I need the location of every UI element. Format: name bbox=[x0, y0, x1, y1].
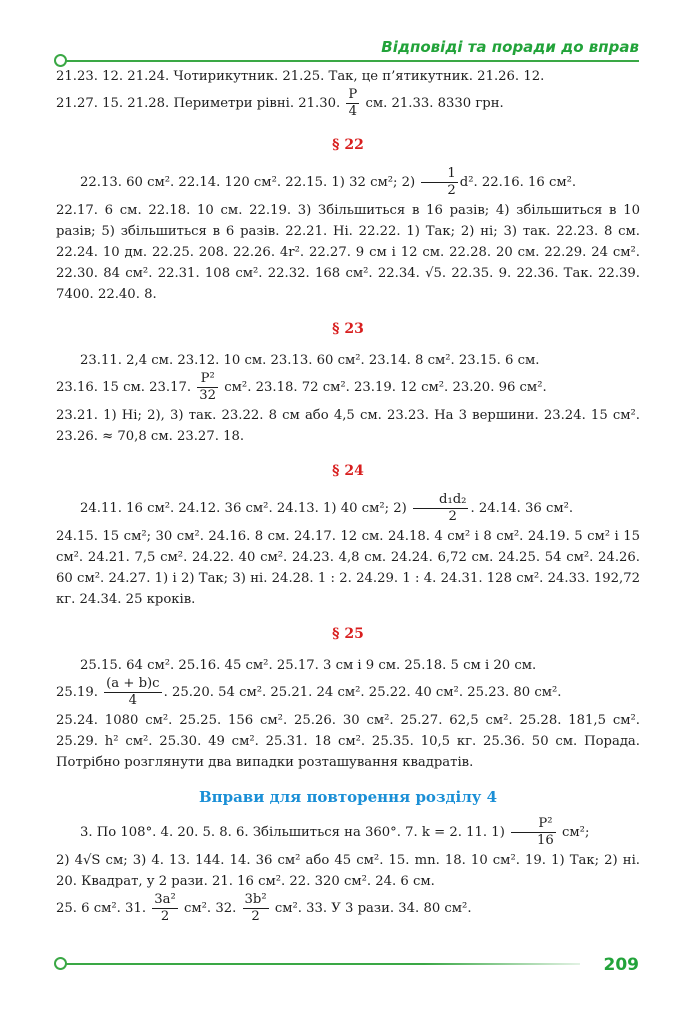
footer-rule bbox=[60, 963, 580, 965]
s22-text-b: d². 22.16. 16 см². bbox=[459, 175, 577, 190]
review-line-1 bbox=[56, 816, 640, 850]
s23-body: 23.21. 1) Ні; 2), 3) так. 23.22. 8 см або 4,5 см. 23.23. На 3 вершини. 23.24. 15 см². 23.26. ≈ 70,8 см. 23.27. 18. bbox=[56, 408, 640, 444]
fraction-numerator: 3b² bbox=[244, 892, 267, 907]
review-line-3 bbox=[56, 892, 640, 926]
fraction-denominator: 2 bbox=[251, 909, 260, 924]
s24-line-1 bbox=[56, 492, 640, 526]
fraction-numerator: d₁d₂ bbox=[413, 492, 468, 509]
fraction-denominator: 4 bbox=[348, 104, 358, 119]
fraction-numerator: P bbox=[348, 87, 358, 102]
s23-text-b: см². 23.18. 72 см². 23.19. 12 см². 23.20. 96 см². bbox=[224, 380, 547, 395]
header-title: Відповіді та поради до вправ bbox=[381, 38, 639, 56]
fraction-denominator: 2 bbox=[448, 509, 457, 524]
s25-text-a: 25.19. bbox=[56, 685, 98, 700]
review-heading: Вправи для повторення розділу 4 bbox=[198, 788, 498, 806]
s24-body: 24.15. 15 см²; 30 см². 24.16. 8 см. 24.17. 12 см. 24.18. 4 см² і 8 см². 24.19. 5 см² і 15 см². 24.21. 7,5 см². 24.22. 40 см². 24.23. 4,8 см. 24.24. 6,72 см. 24.25. 54 см². 24.26. 60 см². 24.27. 1) і 2) Так; 3) ні. 24.28. 1 : 2. 24.29. 1 : 4. 24.31. 128 см². 24.33. 192,72 кг. 24.34. 25 кроків. bbox=[56, 529, 640, 607]
intro-line-2 bbox=[56, 87, 640, 121]
fraction-denominator: 2 bbox=[447, 183, 456, 198]
fraction-denominator: 16 bbox=[537, 833, 554, 848]
s24-fraction bbox=[413, 492, 468, 525]
s22-body: 22.17. 6 см. 22.18. 10 см. 22.19. 3) Збільшиться в 16 разів; 4) збільшиться в 10 разів; 5) збільшиться в 6 разів. 22.21. Ні. 22.22. 1) Так; 2) ні; 3) так. 22.23. 8 см. 22.24. 10 дм. 22.25. 208. 22.26. 4r². 22.27. 9 см і 12 см. 22.28. 20 см. 22.29. 24 см². 22.30. 84 см². 22.31. 108 см². 22.32. 168 см². 22.34. √5. 22.35. 9. 22.36. Так. 22.39. 7400. 22.40. 8. bbox=[56, 203, 640, 302]
review-text-c: 25. 6 см². 31. bbox=[56, 901, 147, 916]
section-heading-23: § 23 bbox=[332, 321, 364, 337]
intro-line-1: 21.23. 12. 21.24. Чотирикутник. 21.25. Так, це п’ятикутник. 21.26. 12. bbox=[56, 69, 545, 84]
fraction-numerator: (a + b)c bbox=[106, 676, 160, 691]
intro-text-a: 21.27. 15. 21.28. Периметри рівні. 21.30. bbox=[56, 96, 341, 111]
review-fraction-3 bbox=[243, 892, 269, 925]
page-number: 209 bbox=[603, 955, 639, 975]
s25-line-1: 25.15. 64 см². 25.16. 45 см². 25.17. 3 см і 9 см. 25.18. 5 см і 20 см. bbox=[80, 658, 537, 673]
fraction-denominator: 4 bbox=[128, 693, 138, 708]
section-heading-24: § 24 bbox=[332, 463, 364, 479]
s22-fraction bbox=[421, 166, 457, 199]
intro-text-b: см. 21.33. 8330 грн. bbox=[365, 96, 504, 111]
s23-line-1: 23.11. 2,4 см. 23.12. 10 см. 23.13. 60 см². 23.14. 8 см². 23.15. 6 см. bbox=[80, 353, 540, 368]
s25-line-2 bbox=[56, 676, 640, 710]
s25-body: 25.24. 1080 см². 25.25. 156 см². 25.26. 30 см². 25.27. 62,5 см². 25.28. 181,5 см². 25.29. h² см². 25.30. 49 см². 25.31. 18 см². 25.35. 10,5 кг. 25.36. 50 см. Порада. Потрібно розглянути два випадки розташування квадратів. bbox=[56, 713, 640, 770]
review-text-a: 3. По 108°. 4. 20. 5. 8. 6. Збільшиться на 360°. 7. k = 2. 11. 1) bbox=[80, 825, 505, 840]
fraction-denominator: 2 bbox=[160, 909, 170, 924]
s24-text-b: . 24.14. 36 см². bbox=[470, 501, 574, 516]
s23-line-2 bbox=[56, 371, 640, 405]
fraction-numerator: 1 bbox=[421, 166, 457, 183]
section-heading-22: § 22 bbox=[332, 137, 364, 153]
fraction-numerator: P² bbox=[511, 816, 556, 833]
s24-text-a: 24.11. 16 см². 24.12. 36 см². 24.13. 1) 40 см²; 2) bbox=[80, 501, 407, 516]
section-heading-25: § 25 bbox=[332, 626, 364, 642]
header-rule bbox=[60, 60, 639, 62]
s22-line-1 bbox=[56, 166, 640, 200]
answers-content bbox=[56, 66, 640, 926]
s25-text-b: . 25.20. 54 см². 25.21. 24 см². 25.22. 40 см². 25.23. 80 см². bbox=[163, 685, 562, 700]
intro-fraction bbox=[346, 87, 359, 120]
review-text-b: см²; bbox=[562, 825, 590, 840]
s25-fraction bbox=[104, 676, 161, 709]
review-line-2: 2) 4√S см; 3) 4. 13. 144. 14. 36 см² або 45 см². 15. mn. 18. 10 см². 19. 1) Так; 2) ні. 20. Квадрат, у 2 рази. 21. 16 см². 22. 320 см². 24. 6 см. bbox=[56, 853, 640, 889]
fraction-numerator: P² bbox=[197, 371, 218, 388]
s22-text-a: 22.13. 60 см². 22.14. 120 см². 22.15. 1) 32 см²; 2) bbox=[80, 175, 416, 190]
review-text-e: см². 33. У 3 рази. 34. 80 см². bbox=[274, 901, 472, 916]
fraction-numerator: 3a² bbox=[154, 892, 176, 907]
review-fraction-2 bbox=[152, 892, 178, 925]
s23-fraction bbox=[197, 371, 218, 404]
footer-rule-dot bbox=[54, 957, 67, 970]
fraction-denominator: 32 bbox=[199, 388, 217, 403]
review-text-d: см². 32. bbox=[184, 901, 237, 916]
review-fraction-1 bbox=[511, 816, 556, 849]
s23-text-a: 23.16. 15 см. 23.17. bbox=[56, 380, 192, 395]
